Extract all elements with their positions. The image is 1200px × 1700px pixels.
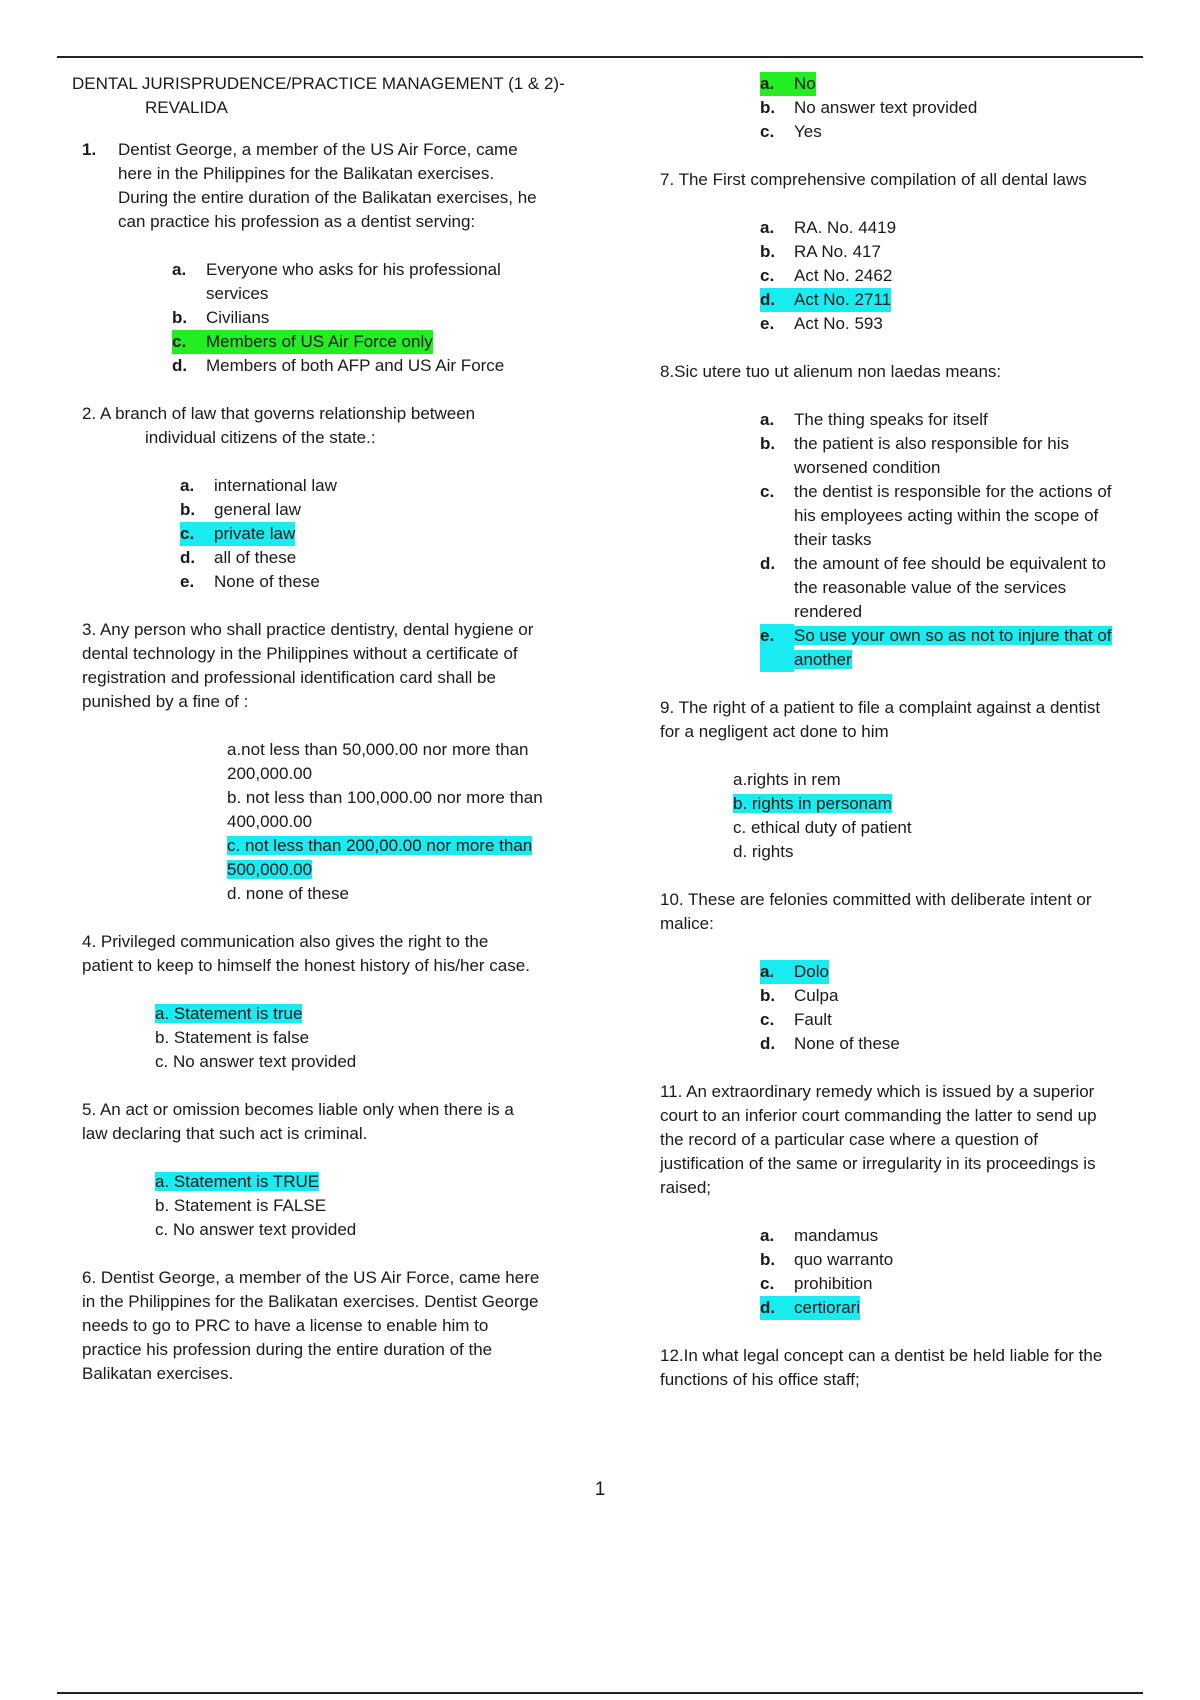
question-12 — [660, 1344, 1150, 1392]
option-b[interactable] — [760, 984, 1150, 1008]
option-text: The thing speaks for itself — [794, 410, 988, 429]
option-text: Act No. 2711 — [794, 290, 892, 309]
option-c[interactable]: c. No answer text provided — [155, 1052, 357, 1071]
option-d[interactable]: d. rights — [733, 842, 794, 861]
option-text: Fault — [794, 1010, 832, 1029]
question-text: can practice his profession as a dentist serving: — [118, 212, 476, 231]
option-b[interactable] — [760, 96, 1150, 120]
option-letter: c. — [760, 122, 775, 141]
option-text: Dolo — [794, 962, 829, 981]
option-d-answer[interactable] — [760, 288, 1150, 312]
option-text: No answer text provided — [794, 98, 978, 117]
question-text: Dentist George, a member of the US Air Force, came — [118, 140, 518, 159]
option-letter: d. — [180, 548, 196, 567]
option-letter: a. — [180, 476, 195, 495]
option-c-answer[interactable] — [172, 330, 582, 354]
answer-highlight: another — [794, 650, 852, 669]
title-line-2: REVALIDA — [145, 98, 228, 117]
question-text: 5. An act or omission becomes liable only when there is a — [82, 1100, 514, 1119]
option-e[interactable] — [760, 312, 1150, 336]
option-d-answer[interactable] — [760, 1296, 1150, 1320]
option-letter: c. — [180, 524, 195, 543]
option-text: RA No. 417 — [794, 242, 881, 261]
question-text: 7. The First comprehensive compilation of all dental laws — [660, 170, 1087, 189]
question-7 — [660, 168, 1150, 336]
question-text: individual citizens of the state.: — [145, 428, 376, 447]
option-list — [155, 1002, 582, 1074]
option-b[interactable] — [227, 786, 582, 834]
option-a-answer[interactable] — [760, 960, 1150, 984]
option-text: 200,000.00 — [227, 764, 313, 783]
left-column — [72, 72, 582, 1410]
option-c[interactable] — [760, 480, 1150, 552]
question-text: dental technology in the Philippines without a certificate of — [82, 644, 518, 663]
option-b-answer[interactable] — [733, 792, 1150, 816]
option-text: No — [794, 74, 816, 93]
option-letter: b. — [760, 242, 776, 261]
option-text: the patient is also responsible for his — [794, 434, 1069, 453]
option-c-answer[interactable] — [180, 522, 582, 546]
question-9 — [660, 696, 1150, 864]
option-letter: c. — [172, 332, 187, 351]
option-d[interactable] — [760, 1032, 1150, 1056]
option-letter: d. — [760, 290, 776, 309]
question-text: registration and professional identification card shall be — [82, 668, 496, 687]
answer-highlight — [760, 72, 816, 96]
question-text: the record of a particular case where a question of — [660, 1130, 1038, 1149]
option-text: private law — [214, 524, 296, 543]
option-text: certiorari — [794, 1298, 861, 1317]
question-1 — [82, 138, 582, 378]
option-text: 400,000.00 — [227, 812, 313, 831]
question-text: court to an inferior court commanding the latter to send up — [660, 1106, 1097, 1125]
option-d[interactable] — [172, 354, 582, 378]
answer-highlight — [760, 1296, 860, 1320]
question-3 — [82, 618, 582, 906]
question-text: 4. Privileged communication also gives the right to the — [82, 932, 489, 951]
option-text: a.not less than 50,000.00 nor more than — [227, 740, 529, 759]
question-text: here in the Philippines for the Balikatan exercises. — [118, 164, 495, 183]
option-a[interactable] — [180, 474, 582, 498]
option-list — [155, 1170, 582, 1242]
option-letter: e. — [760, 314, 775, 333]
question-text: law declaring that such act is criminal. — [82, 1124, 368, 1143]
option-b[interactable] — [172, 306, 582, 330]
option-text: Yes — [794, 122, 822, 141]
question-text: 2. A branch of law that governs relationship between — [82, 404, 476, 423]
option-letter: b. — [172, 308, 188, 327]
answer-highlight — [172, 330, 433, 354]
option-c[interactable] — [760, 120, 1150, 144]
option-text: b. not less than 100,000.00 nor more than — [227, 788, 543, 807]
option-list — [733, 768, 1150, 864]
option-list-q6 — [760, 72, 1150, 144]
option-c[interactable]: c. No answer text provided — [155, 1220, 357, 1239]
option-d[interactable] — [760, 552, 1150, 624]
option-c[interactable] — [760, 1272, 1150, 1296]
option-a-answer[interactable] — [760, 72, 1150, 96]
question-5 — [82, 1098, 582, 1242]
option-text: all of these — [214, 548, 297, 567]
question-11 — [660, 1080, 1150, 1320]
option-letter: d. — [760, 554, 776, 573]
question-text: in the Philippines for the Balikatan exercises. Dentist George — [82, 1292, 539, 1311]
option-text: Civilians — [206, 308, 270, 327]
question-2 — [82, 402, 582, 594]
question-text: justification of the same or irregularity in its proceedings is — [660, 1154, 1096, 1173]
option-text: the dentist is responsible for the actions of — [794, 482, 1112, 501]
answer-highlight — [760, 960, 829, 984]
option-letter: b. — [760, 1250, 776, 1269]
answer-highlight: c. not less than 200,00.00 nor more than — [227, 836, 533, 855]
answer-highlight: 500,000.00 — [227, 860, 313, 879]
option-a[interactable]: a.rights in rem — [733, 770, 841, 789]
option-list — [172, 258, 582, 378]
option-text: services — [206, 284, 269, 303]
option-letter: a. — [760, 410, 775, 429]
option-list — [760, 1224, 1150, 1320]
option-letter: d. — [172, 356, 188, 375]
question-number: 1. — [82, 140, 97, 159]
option-c[interactable] — [760, 264, 1150, 288]
answer-highlight — [180, 522, 295, 546]
option-text: rendered — [794, 602, 863, 621]
option-text: Members of US Air Force only — [206, 332, 433, 351]
question-10 — [660, 888, 1150, 1056]
answer-highlight: So use your own so as not to injure that of — [794, 626, 1112, 645]
option-text: None of these — [794, 1034, 900, 1053]
title-line-1: DENTAL JURISPRUDENCE/PRACTICE MANAGEMENT (1 & 2)- — [72, 74, 565, 93]
option-text: the amount of fee should be equivalent to — [794, 554, 1106, 573]
option-a[interactable] — [760, 408, 1150, 432]
question-text: 10. These are felonies committed with deliberate intent or — [660, 890, 1092, 909]
option-b[interactable]: b. Statement is FALSE — [155, 1196, 327, 1215]
option-text: Act No. 593 — [794, 314, 883, 333]
page-number: 1 — [594, 1479, 606, 1500]
option-text: RA. No. 4419 — [794, 218, 897, 237]
option-letter: c. — [760, 482, 775, 501]
question-8 — [660, 360, 1150, 672]
option-letter: c. — [760, 266, 775, 285]
option-d[interactable] — [227, 882, 582, 906]
option-letter: d. — [760, 1298, 776, 1317]
option-list — [760, 408, 1150, 672]
option-text: general law — [214, 500, 301, 519]
right-column — [660, 72, 1150, 1416]
question-text: 8.Sic utere tuo ut alienum non laedas means: — [660, 362, 1002, 381]
option-letter: b. — [760, 986, 776, 1005]
option-text: his employees acting within the scope of — [794, 506, 1099, 525]
question-text: patient to keep to himself the honest history of his/her case. — [82, 956, 530, 975]
option-a[interactable] — [760, 1224, 1150, 1248]
option-letter: b. — [760, 98, 776, 117]
question-text: needs to go to PRC to have a license to enable him to — [82, 1316, 489, 1335]
option-text: Everyone who asks for his professional — [206, 260, 501, 279]
option-a[interactable] — [172, 258, 582, 306]
option-b[interactable] — [760, 240, 1150, 264]
option-letter: a. — [172, 260, 187, 279]
option-text: None of these — [214, 572, 320, 591]
option-text: d. none of these — [227, 884, 349, 903]
option-letter: a. — [760, 1226, 775, 1245]
option-letter: e. — [760, 624, 794, 672]
option-a-answer[interactable] — [155, 1002, 582, 1026]
option-text: their tasks — [794, 530, 872, 549]
option-text: Culpa — [794, 986, 839, 1005]
option-text: international law — [214, 476, 337, 495]
option-list — [760, 216, 1150, 336]
question-4 — [82, 930, 582, 1074]
option-a-answer[interactable] — [155, 1170, 582, 1194]
answer-highlight — [760, 288, 891, 312]
option-list — [227, 738, 582, 906]
option-c[interactable]: c. ethical duty of patient — [733, 818, 912, 837]
option-letter: c. — [760, 1010, 775, 1029]
document-title — [72, 72, 582, 120]
option-list — [180, 474, 582, 594]
option-e[interactable] — [180, 570, 582, 594]
option-letter: e. — [180, 572, 195, 591]
option-a[interactable] — [760, 216, 1150, 240]
option-e-answer[interactable] — [760, 624, 1150, 672]
top-rule — [57, 56, 1143, 58]
option-b[interactable] — [180, 498, 582, 522]
answer-highlight: b. rights in personam — [733, 794, 892, 813]
option-letter: d. — [760, 1034, 776, 1053]
question-text: for a negligent act done to him — [660, 722, 889, 741]
option-a[interactable] — [227, 738, 582, 786]
question-6 — [82, 1266, 582, 1386]
question-text: Balikatan exercises. — [82, 1364, 234, 1383]
question-text: practice his profession during the entire duration of the — [82, 1340, 493, 1359]
option-text: the reasonable value of the services — [794, 578, 1067, 597]
option-letter: a. — [760, 962, 775, 981]
question-text: During the entire duration of the Balikatan exercises, he — [118, 188, 537, 207]
question-text: 11. An extraordinary remedy which is issued by a superior — [660, 1082, 1095, 1101]
option-text: Members of both AFP and US Air Force — [206, 356, 505, 375]
question-text: raised; — [660, 1178, 712, 1197]
question-text: functions of his office staff; — [660, 1370, 860, 1389]
question-text: 6. Dentist George, a member of the US Air Force, came here — [82, 1268, 540, 1287]
option-c-answer[interactable] — [227, 834, 582, 882]
option-b[interactable] — [760, 1248, 1150, 1272]
question-text: 3. Any person who shall practice dentistry, dental hygiene or — [82, 620, 534, 639]
option-b[interactable] — [760, 432, 1150, 480]
option-text: prohibition — [794, 1274, 873, 1293]
option-letter: a. — [760, 218, 775, 237]
option-list — [760, 960, 1150, 1056]
question-text: punished by a fine of : — [82, 692, 249, 711]
option-b[interactable]: b. Statement is false — [155, 1028, 310, 1047]
option-letter: a. — [760, 74, 775, 93]
answer-highlight: a. Statement is TRUE — [155, 1172, 320, 1191]
question-text: 12.In what legal concept can a dentist be held liable for the — [660, 1346, 1103, 1365]
option-letter: b. — [760, 434, 776, 453]
option-letter: b. — [180, 500, 196, 519]
question-text: malice: — [660, 914, 714, 933]
option-text: worsened condition — [794, 458, 941, 477]
option-d[interactable] — [180, 546, 582, 570]
option-text: quo warranto — [794, 1250, 894, 1269]
option-c[interactable] — [760, 1008, 1150, 1032]
question-text: 9. The right of a patient to file a complaint against a dentist — [660, 698, 1101, 717]
option-letter: c. — [760, 1274, 775, 1293]
option-text: Act No. 2462 — [794, 266, 893, 285]
bottom-rule — [57, 1692, 1143, 1694]
option-text: mandamus — [794, 1226, 879, 1245]
answer-highlight: a. Statement is true — [155, 1004, 303, 1023]
